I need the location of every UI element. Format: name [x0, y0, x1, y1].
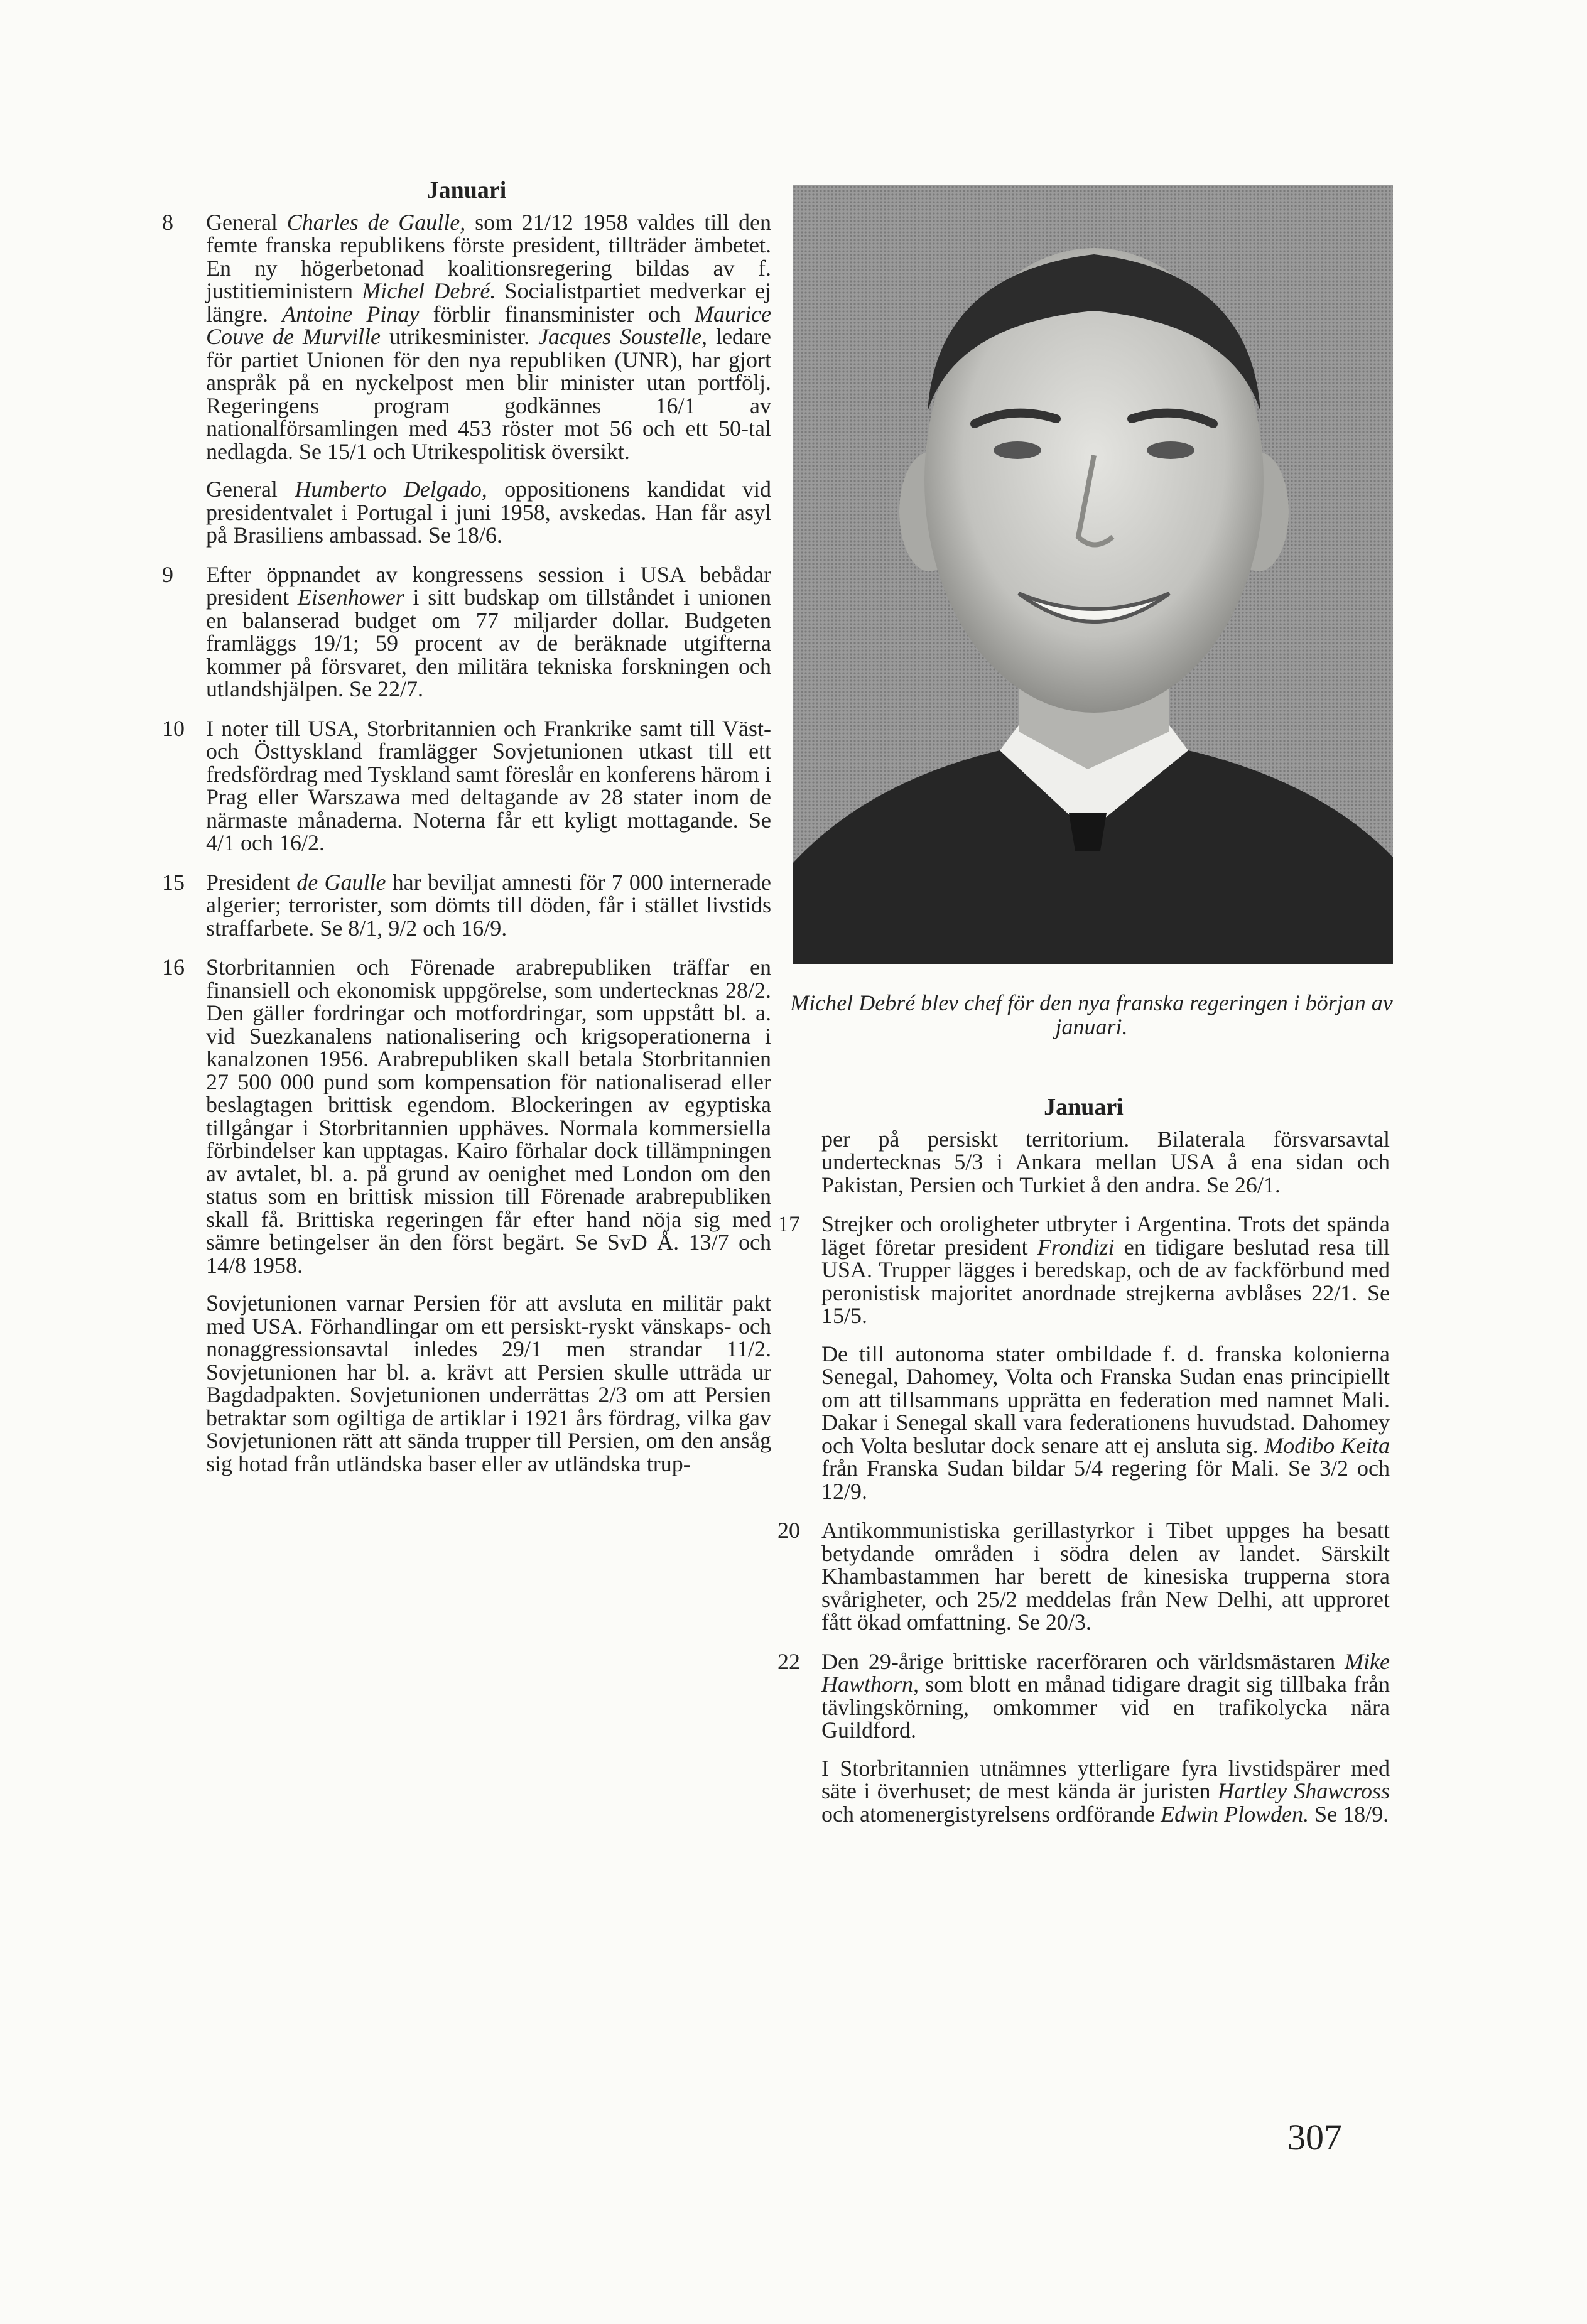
left-entries — [162, 211, 771, 1476]
text-run: Strejker och oroligheter utbryter i Argentina. Trots det spända läget företar president — [821, 1211, 1390, 1260]
text-run: Sovjetunionen varnar Persien för att avsluta en militär pakt med USA. Förhandlingar om ett persiskt-ryskt vänskaps- och nonaggressionsavtal inledes 29/1 men strandar 11/2. Sovjetunionen har bl. a. krävt att Persien skulle utträda ur Bagdadpakten. Sovjetunionen underrättas 2/3 om att Persien betraktar som ogiltiga de artiklar i 1921 års fördrag, vilka gav Sovjetunionen rätt att sända trupper till Persien, om den ansåg sig hotad från utländska baser eller av utländska trup- — [206, 1290, 771, 1476]
text-run: Den 29-årige brittiske racerföraren och världsmästaren — [821, 1648, 1345, 1674]
name-italic: Frondizi — [1037, 1234, 1115, 1260]
left-heading: Januari — [426, 177, 507, 203]
entry-day: 9 — [162, 561, 173, 587]
entry-paragraph — [206, 563, 771, 701]
calendar-entry — [777, 1128, 1390, 1197]
entry-paragraph — [821, 1213, 1390, 1327]
name-italic: Michel Debré. — [362, 278, 496, 303]
right-column — [777, 1096, 1390, 1842]
text-run: ledare för partiet Unionen för den nya republiken (UNR), har gjort anspråk på en nyckelpost men blir minister utan portfölj. Regeringens program godkännes 16/1 av nationalförsamlingen med 453 röster mot 56 och ett 50-tal nedlagda. Se 15/1 och Utrikespolitisk översikt. — [206, 324, 771, 464]
text-run: som blott en månad tidigare dragit sig tillbaka från tävlingskörning, omkommer vid en trafikolycka nära Guildford. — [821, 1672, 1390, 1743]
left-column — [162, 179, 771, 1491]
text-run: har beviljat amnesti för 7 000 internerade algerier; terrorister, som dömts till döden, får i stället livstids straffarbete. Se 8/1, 9/2 och 16/9. — [206, 869, 771, 941]
calendar-entry — [777, 1519, 1390, 1634]
name-italic: Modibo Keita — [1264, 1432, 1390, 1458]
entry-paragraph — [206, 1292, 771, 1475]
text-run: I noter till USA, Storbritannien och Frankrike samt till Väst- och Östtyskland framlägger Sovjetunionen utkast till ett fredsfördrag med Tyskland samt föreslår en konferens härom i Prag eller Warszawa med deltagande av 28 stater inom de närmaste månaderna. Noterna får ett kyligt mottagande. Se 4/1 och 16/2. — [206, 715, 771, 855]
entry-paragraph — [821, 1128, 1390, 1197]
portrait-image — [793, 185, 1393, 964]
text-run: General — [206, 477, 295, 502]
entry-paragraph — [821, 1343, 1390, 1503]
entry-day: 16 — [162, 954, 185, 980]
text-run: Storbritannien och Förenade arabrepubliken träffar en finansiell och ekonomisk uppgörelse, som undertecknas 28/2. Den gäller fordringar och motfordringar, som uppstått bl. a. vid Suezkanalens nationalisering och krigsoperationerna i kanalzonen 1956. Arabrepubliken skall betala Storbritannien 27 500 000 pund som kompensation för nationaliserad eller beslagtagen brittisk egendom. Blockeringen av egyptiska tillgångar i Storbritannien upphäves. Normala kommersiella förbindelser kan upptagas. Kairo förhalar dock tillämpningen av avtalet, bl. a. på grund av oenighet med London om den status som en brittisk mission till Förenade arabrepubliken skall få. Brittiska regeringen får efter hand nöja sig med sämre betingelser än den först begärt. Se SvD Å. 13/7 och 14/8 1958. — [206, 954, 771, 1278]
text-run: General — [206, 209, 287, 235]
entry-paragraph — [821, 1757, 1390, 1826]
text-run: en tidigare beslutad resa till USA. Trupper lägges i beredskap, och de av fackförbund med peronistisk majoritet anordnade strejkerna avblåses 22/1. Se 15/5. — [821, 1234, 1390, 1328]
calendar-entry — [162, 956, 771, 1475]
text-run: oppositionens kandidat vid presidentvalet i Portugal i juni 1958, avskedas. Han får asyl på Brasiliens ambassad. Se 18/6. — [206, 477, 771, 548]
text-run: och atomenergistyrelsens ordförande — [821, 1801, 1161, 1827]
page-number: 307 — [1287, 2117, 1342, 2158]
name-italic: Humberto Delgado, — [295, 477, 487, 502]
text-run: i sitt budskap om tillståndet i unionen en balanserad budget om 77 miljarder dollar. Budgeten framläggs 19/1; 59 procent av de beräknade utgifterna kommer på försvaret, den militära tekniska forskningen och utlandshjälpen. Se 22/7. — [206, 585, 771, 701]
text-run: utrikesminister. — [381, 324, 539, 349]
entry-day: 8 — [162, 209, 173, 235]
entry-paragraph — [206, 956, 771, 1277]
calendar-entry — [162, 563, 771, 701]
entry-day: 15 — [162, 869, 185, 895]
text-run: Antikommunistiska gerillastyrkor i Tibet uppges ha besatt betydande områden i södra delen av landet. Särskilt Khambastammen har berett de kinesiska trupperna stora svårigheter, och 25/2 meddelas från New Delhi, att upproret fått ökad omfattning. Se 20/3. — [821, 1518, 1390, 1635]
entry-day: 20 — [777, 1518, 800, 1543]
entry-paragraph — [206, 871, 771, 940]
calendar-entry — [162, 717, 771, 855]
entry-paragraph — [206, 211, 771, 463]
name-italic: Jacques Soustelle, — [538, 324, 708, 349]
name-italic: Edwin Plowden. — [1161, 1801, 1309, 1827]
name-italic: Maurice Couve de Murville — [206, 301, 771, 349]
calendar-entry — [777, 1650, 1390, 1826]
entry-day: 17 — [777, 1211, 800, 1236]
entry-paragraph — [821, 1519, 1390, 1634]
name-italic: Mike Hawthorn, — [821, 1648, 1390, 1697]
text-run: som 21/12 1958 valdes till den femte franska republikens förste president, tillträder ämbetet. En ny högerbetonad koalitionsregering bildas av f. justitieministern — [206, 209, 771, 303]
text-run: Se 18/9. — [1309, 1801, 1389, 1827]
photo-caption: Michel Debré blev chef för den nya franska regeringen i början av januari. — [790, 990, 1393, 1039]
calendar-entry — [162, 871, 771, 940]
text-run: per på persiskt territorium. Bilaterala försvarsavtal undertecknas 5/3 i Ankara mellan USA å ena sidan och Pakistan, Persien och Turkiet å den andra. Se 26/1. — [821, 1126, 1390, 1197]
entry-paragraph — [206, 478, 771, 547]
text-run: President — [206, 869, 297, 895]
text-run: Efter öppnandet av kongressens session i USA bebådar president — [206, 561, 771, 610]
right-entries — [777, 1128, 1390, 1826]
portrait-photo — [793, 185, 1393, 964]
name-italic: de Gaulle — [296, 869, 386, 895]
name-italic: Charles de Gaulle, — [286, 209, 466, 235]
text-run: Socialistpartiet medverkar ej längre. — [206, 278, 771, 327]
right-heading: Januari — [1044, 1094, 1124, 1120]
text-run: förblir finansminister och — [419, 301, 695, 327]
entry-paragraph — [206, 717, 771, 855]
calendar-entry — [777, 1213, 1390, 1503]
entry-day: 10 — [162, 715, 185, 741]
entry-paragraph — [821, 1650, 1390, 1742]
text-run: från Franska Sudan bildar 5/4 regering för Mali. Se 3/2 och 12/9. — [821, 1456, 1390, 1504]
calendar-entry — [162, 211, 771, 547]
name-italic: Hartley Shawcross — [1217, 1778, 1390, 1803]
name-italic: Eisenhower — [297, 585, 404, 610]
text-run: De till autonoma stater ombildade f. d. franska kolonierna Senegal, Dahomey, Volta och Franska Sudan enas principiellt om att tillsammans upprätta en federation med namnet Mali. Dakar i Senegal skall vara federationens huvudstad. Dahomey och Volta beslutar dock senare att ej ansluta sig. — [821, 1341, 1390, 1458]
name-italic: Antoine Pinay — [282, 301, 420, 327]
entry-day: 22 — [777, 1648, 800, 1674]
text-run: I Storbritannien utnämnes ytterligare fyra livstidspärer med säte i överhuset; de mest kända är juristen — [821, 1755, 1390, 1803]
